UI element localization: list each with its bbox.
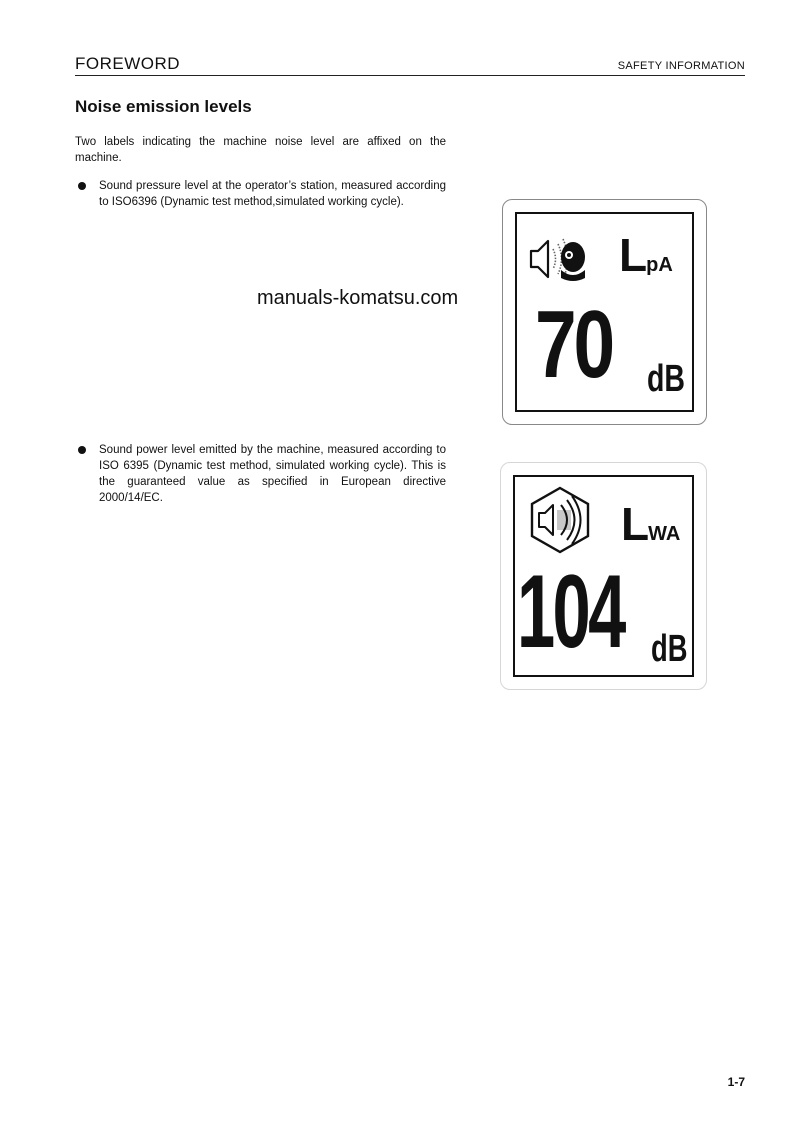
page-number: 1-7	[727, 1075, 745, 1089]
header-section: FOREWORD	[75, 54, 181, 73]
sound-power-label	[500, 462, 707, 690]
header-chapter: SAFETY INFORMATION	[617, 60, 745, 72]
header-rule	[75, 75, 745, 76]
bullet-item	[75, 178, 446, 210]
symbol-letter: L	[619, 229, 647, 281]
symbol-subscript: WA	[648, 523, 681, 545]
page-title: Noise emission levels	[75, 97, 252, 116]
speaker-head-icon	[527, 234, 591, 284]
label-unit: dB	[647, 358, 685, 400]
watermark: manuals-komatsu.com	[257, 287, 459, 309]
bullet-text: Sound power level emitted by the machine, measured according to ISO 6395 (Dynamic test method, simulated working cycle). This is the guaranteed value as specified in European directive 2000/14/EC.	[99, 444, 446, 504]
label-value: 70	[535, 291, 613, 398]
label-symbol	[621, 497, 680, 551]
intro-paragraph: Two labels indicating the machine noise level are affixed on the machine.	[75, 136, 446, 164]
bullet-dot	[78, 182, 86, 190]
symbol-subscript: pA	[646, 254, 673, 276]
label-value: 104	[517, 554, 624, 670]
symbol-letter: L	[621, 498, 649, 550]
sound-pressure-label	[502, 199, 707, 425]
label-unit: dB	[651, 628, 688, 670]
speaker-hexagon-icon	[525, 485, 595, 555]
bullet-dot	[78, 446, 86, 454]
label-symbol	[619, 228, 673, 282]
bullet-text: Sound pressure level at the operator’s station, measured according to ISO6396 (Dynamic test method,simulated working cycle).	[99, 180, 446, 208]
bullet-item	[75, 442, 446, 506]
